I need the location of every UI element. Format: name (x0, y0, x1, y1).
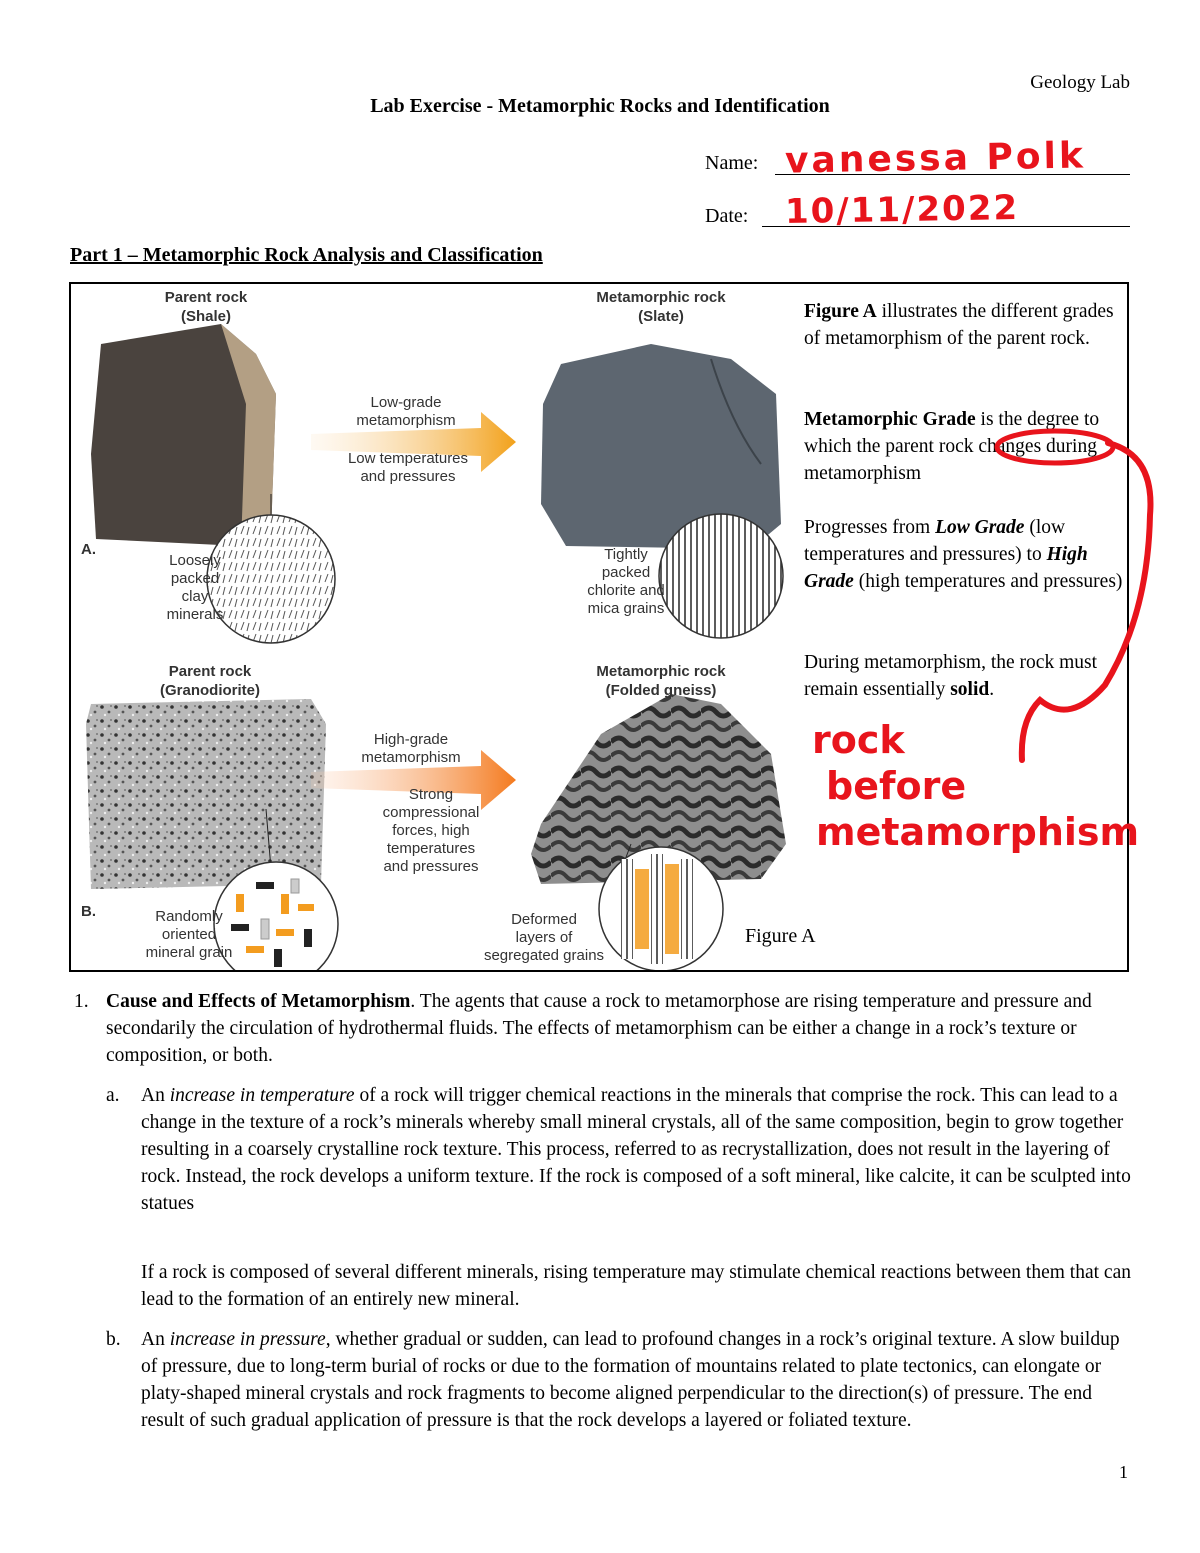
b-meta-grain-2: layers of (515, 929, 573, 946)
b-meta-grain-3: segregated grains (483, 947, 605, 964)
b-arrow-bot-3: forces, high (392, 822, 470, 839)
a-meta-grain-4: mica grains (587, 600, 665, 617)
a-parent-grain-3: clay (181, 588, 209, 605)
b-meta-title: Metamorphic rock (596, 663, 726, 680)
b-parent-title: Parent rock (168, 663, 252, 680)
side-para-2: Metamorphic Grade is the degree to which the parent rock changes during metamorphism (804, 409, 1100, 484)
name-value: vanessa Polk (784, 135, 1087, 182)
b-meta-grain-1: Deformed (511, 911, 577, 928)
panel-b-marker: B. (81, 903, 96, 920)
name-label: Name: (705, 152, 759, 174)
annotation-circle-arrow (980, 425, 1165, 765)
a-parent-grain-2: packed (170, 570, 220, 587)
b-parent-grain-1: Randomly (155, 908, 223, 925)
a-arrow-top-2: metamorphism (356, 412, 456, 429)
item-a-text: An increase in temperature of a rock will trigger chemical reactions in the minerals that comprise the rock. This can lead to a change in the texture of a rock’s minerals whereby small mineral crystals, all of the same composition, begin to grow together resulting in a coarsely crystalline rock texture. This process, referred to as recrystallization, does not result in the layering of rock. Instead, the rock develops a uniform texture. If the rock is composed of a soft mineral, like calcite, it can be sculpted into statues (141, 1085, 1131, 1214)
side-para-4: During metamorphism, the rock must remain essentially solid. (804, 652, 1097, 700)
a-meta-title: Metamorphic rock (596, 289, 726, 306)
a-parent-title: Parent rock (164, 289, 248, 306)
a-meta-subtitle: (Slate) (638, 308, 684, 325)
a-parent-grain-4: minerals (166, 606, 224, 623)
a-parent-subtitle: (Shale) (180, 308, 231, 325)
a-parent-grain-1: Loosely (169, 552, 221, 569)
b-arrow-top-1: High-grade (373, 731, 449, 748)
figure-caption: Figure A (745, 925, 816, 947)
date-label: Date: (705, 205, 749, 227)
item-b-text: An increase in pressure, whether gradual or sudden, can lead to profound changes in a rock’s original texture. A slow buildup of pressure, due to long-term burial of rocks or due to the formation of mountains related to plate tectonics, can elongate or platy-shaped mineral crystals and rock fragments to become aligned perpendicular to the direction(s) of pressure. The end result of such gradual application of pressure is that the rock develops a layered or foliated texture. (141, 1329, 1120, 1431)
b-arrow-bot-2: compressional (382, 804, 480, 821)
b-arrow-top-2: metamorphism (361, 749, 461, 766)
annotation-text: rock before metamorphism (812, 718, 1140, 854)
item-b-letter: b. (106, 1329, 121, 1350)
a-arrow-bot-2: and pressures (360, 468, 456, 485)
b-parent-grain-3: mineral grain (145, 944, 233, 961)
a-arrow-bot-1: Low temperatures (347, 450, 469, 467)
b-parent-grain-2: oriented (161, 926, 217, 943)
slate-grain-circle (659, 514, 783, 638)
b-arrow-bot-4: temperatures (386, 840, 476, 857)
a-meta-grain-1: Tightly (604, 546, 648, 563)
item-a-para-2: If a rock is composed of several different minerals, rising temperature may stimulate chemical reactions between them that can lead to the formation of an entirely new mineral. (141, 1262, 1131, 1310)
panel-a-marker: A. (81, 541, 96, 558)
figure-a-box (69, 282, 1129, 972)
side-para-1: Figure A illustrates the different grades of metamorphism of the parent rock. (804, 301, 1114, 349)
item-a-letter: a. (106, 1085, 120, 1106)
side-para-3: Progresses from Low Grade (low temperatures and pressures) to High Grade (high temperatures and pressures) (804, 517, 1123, 592)
course-header: Geology Lab (1030, 72, 1130, 93)
b-parent-subtitle: (Granodiorite) (160, 682, 260, 699)
page-title: Lab Exercise - Metamorphic Rocks and Identification (370, 95, 830, 117)
b-meta-subtitle: (Folded gneiss) (605, 682, 717, 699)
date-value: 10/11/2022 (784, 187, 1020, 233)
item-1-number: 1. (74, 991, 89, 1012)
page-number: 1 (1119, 1462, 1128, 1482)
a-meta-grain-2: packed (601, 564, 651, 581)
b-arrow-bot-5: and pressures (383, 858, 479, 875)
a-meta-grain-3: chlorite and (587, 582, 665, 599)
a-arrow-top-1: Low-grade (370, 394, 442, 411)
item-1-text: Cause and Effects of Metamorphism. The agents that cause a rock to metamorphose are rising temperature and pressure and secondarily the circulation of hydrothermal fluids. The effects of metamorphism can be either a change in a rock’s texture or composition, or both. (106, 991, 1092, 1066)
part1-heading: Part 1 – Metamorphic Rock Analysis and Classification (70, 244, 543, 266)
b-arrow-bot-1: Strong (408, 786, 454, 803)
